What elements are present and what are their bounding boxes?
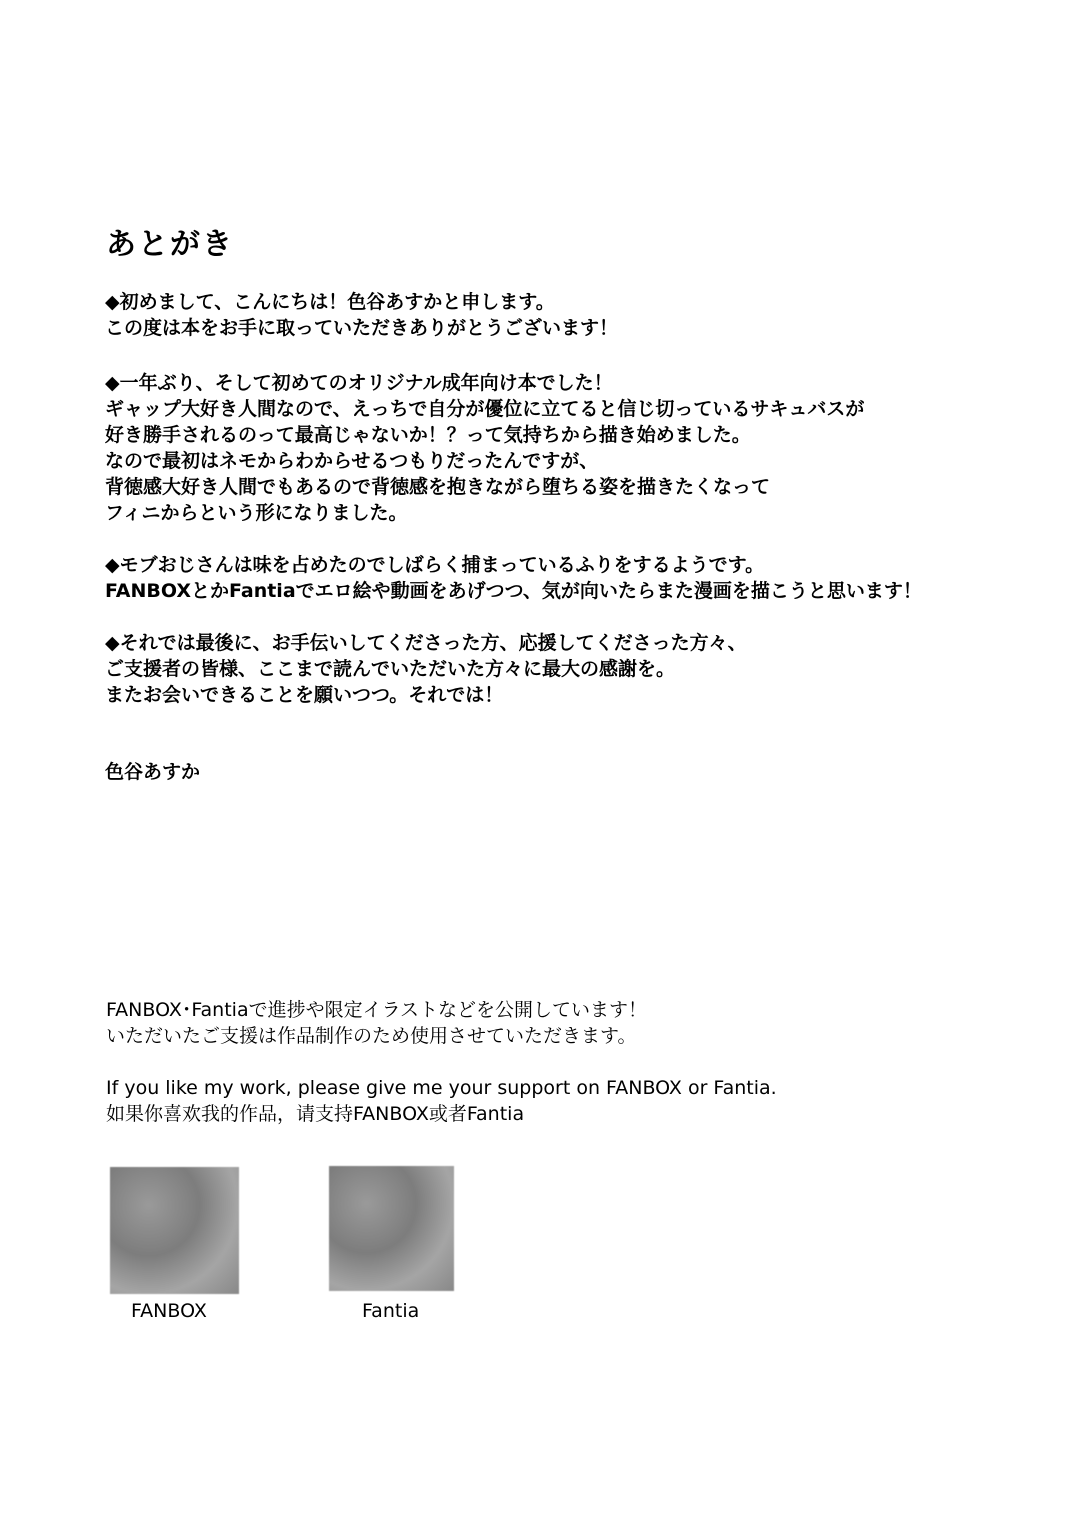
text-line: ◆一年ぶり、そして初めてのオリジナル成年向け本でした！ <box>105 372 613 394</box>
fantia-qr-code[interactable] <box>329 1166 454 1291</box>
text-line: フィニからという形になりました。 <box>105 502 408 524</box>
text-line: ◆初めまして、こんにちは！色谷あすかと申します。 <box>105 291 555 313</box>
page-title: あとがき <box>106 227 234 262</box>
support-ja <box>106 997 647 1049</box>
text-line: ◆それでは最後に、お手伝いしてくださった方、応援してくださった方々、 <box>105 632 747 654</box>
afterword-section-3 <box>105 552 922 604</box>
fanbox-label: FANBOX <box>131 1300 207 1322</box>
text-line: 背徳感大好き人間でもあるので背徳感を抱きながら堕ちる姿を描きたくなって <box>105 476 771 498</box>
text-line: またお会いできることを願いつつ。それでは！ <box>105 684 504 706</box>
text-line: ギャップ大好き人間なので、えっちで自分が優位に立てると信じ切っているサキュバスが <box>105 398 865 420</box>
text-line: ◆モブおじさんは味を占めたのでしばらく捕まっているふりをするようです。 <box>105 554 765 576</box>
afterword-section-1 <box>105 289 618 341</box>
afterword-section-2 <box>105 370 864 526</box>
text-line: いただいたご支援は作品制作のため使用させていただきます。 <box>106 1025 637 1047</box>
text-line: FANBOX･Fantiaで進捗や限定イラストなどを公開しています！ <box>106 999 648 1021</box>
text-line: 好き勝手されるのって最高じゃないか！？って気持ちから描き始めました。 <box>105 424 751 446</box>
support-en: If you like my work, please give me your support on FANBOX or Fantia. <box>106 1077 777 1099</box>
text-line: ご支援者の皆様、ここまで読んでいただいた方々に最大の感謝を。 <box>105 658 676 680</box>
fantia-label: Fantia <box>362 1300 420 1322</box>
author-name <box>105 759 200 785</box>
support-intl <box>106 1075 777 1127</box>
text-line: この度は本をお手に取っていただきありがとうございます！ <box>105 317 619 339</box>
author-text: 色谷あすか <box>105 761 201 783</box>
support-zh: 如果你喜欢我的作品，请支持FANBOX或者Fantia <box>106 1103 525 1125</box>
fanbox-qr-code[interactable] <box>110 1167 239 1294</box>
text-line: FANBOXとかFantiaでエロ絵や動画をあげつつ、気が向いたらまた漫画を描こうと思います！ <box>105 580 922 602</box>
afterword-section-4 <box>105 630 747 708</box>
text-line: なので最初はネモからわからせるつもりだったんですが、 <box>105 450 599 472</box>
